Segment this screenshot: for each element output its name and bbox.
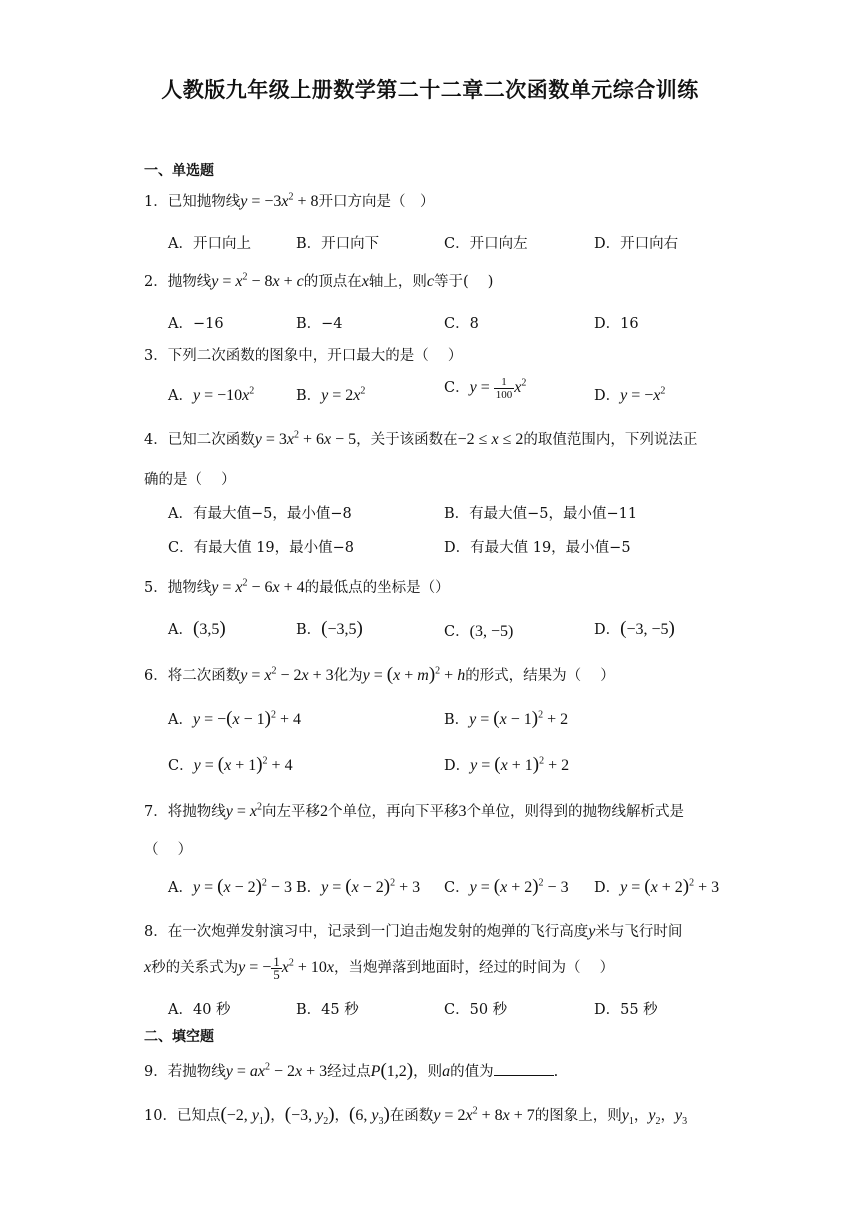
q4-option-a[interactable]: A．有最大值−5，最小值−8	[168, 506, 352, 522]
q3-option-b[interactable]: B．$y = 2x^2$	[296, 385, 366, 404]
q6-option-c[interactable]: C．$y = (x + 1)^2 + 4$	[168, 754, 293, 775]
question-4: 4．已知二次函数$y = 3x^2 + 6x - 5$，关于该函数在−2 ≤ x ≤ 2的取值范围内，下列说法正	[144, 429, 698, 448]
question-4-line-2: 确的是（ ）	[144, 472, 236, 488]
question-6: 6．将二次函数$y = x^2 - 2x + 3$化为$y = (x + m)^2 + h$的形式，结果为（ ）	[144, 664, 615, 685]
question-8: 8．在一次炮弹发射演习中，记录到一门迫击炮发射的炮弹的飞行高度y米与飞行时间	[144, 923, 683, 940]
section-fill-in: 二、填空题	[144, 1029, 214, 1045]
question-2: 2．抛物线$y = x^2 - 8x + c$的顶点在x轴上，则c等于( )	[144, 271, 494, 290]
question-5: 5．抛物线$y = x^2 - 6x + 4$的最低点的坐标是（）	[144, 577, 450, 596]
q6-option-d[interactable]: D．$y = (x + 1)^2 + 2$	[444, 754, 570, 775]
q3-option-d[interactable]: D．$y = -x^2$	[594, 385, 666, 404]
q2-option-c[interactable]: C．8	[444, 316, 479, 332]
q2-option-b[interactable]: B．−4	[296, 316, 343, 332]
question-1: 1．已知抛物线$y = -3x^2 + 8$开口方向是（ ）	[144, 191, 435, 210]
question-7-line-2: （ ）	[144, 842, 193, 858]
q3-option-a[interactable]: A．$y = -10x^2$	[168, 385, 255, 404]
q5-option-d[interactable]: D．(−3, −5)	[594, 618, 675, 639]
q7-option-d[interactable]: D．$y = (x + 2)^2 + 3$	[594, 876, 720, 897]
q4-option-c[interactable]: C．有最大值 19，最小值−8	[168, 540, 355, 556]
q8-option-d[interactable]: D．55 秒	[594, 1002, 658, 1018]
q4-option-b[interactable]: B．有最大值−5，最小值−11	[444, 506, 638, 522]
answer-blank[interactable]	[494, 1061, 554, 1076]
q7-option-c[interactable]: C．$y = (x + 2)^2 - 3$	[444, 876, 569, 897]
q2-option-d[interactable]: D．16	[594, 316, 639, 332]
q7-option-a[interactable]: A．$y = (x - 2)^2 - 3$	[168, 876, 292, 897]
page-title: 人教版九年级上册数学第二十二章二次函数单元综合训练	[161, 78, 699, 102]
q5-option-b[interactable]: B．(−3,5)	[296, 618, 363, 639]
q6-option-b[interactable]: B．$y = (x - 1)^2 + 2$	[444, 708, 569, 729]
q5-option-c[interactable]: C．(3, −5)	[444, 623, 514, 640]
q1-option-a[interactable]: A．开口向上	[168, 236, 251, 252]
question-3: 3．下列二次函数的图象中，开口最大的是（ ）	[144, 348, 463, 364]
q3-option-c[interactable]: C．y = $\frac{1}{100}$ $x^2$	[444, 376, 527, 401]
q1-option-c[interactable]: C．开口向左	[444, 236, 528, 252]
q1-option-b[interactable]: B．开口向下	[296, 236, 380, 252]
q5-option-a[interactable]: A．(3,5)	[168, 618, 226, 639]
q7-option-b[interactable]: B．$y = (x - 2)^2 + 3$	[296, 876, 421, 897]
question-10: 10．已知点(−2, $y_1$)，(−3, $y_2$)，(6, $y_3$)在函数$y = 2x^2 + 8x + 7$的图象上，则$y_1$，$y_2$，$y_3$	[144, 1104, 688, 1128]
question-8-line-2: x秒的关系式为y = − $\frac{1}{5}$ $x^2 + 10x$，当炮弹落到地面时，经过的时间为（ ）	[144, 954, 615, 982]
q8-option-b[interactable]: B．45 秒	[296, 1002, 359, 1018]
q1-option-d[interactable]: D．开口向右	[594, 236, 679, 252]
q4-option-d[interactable]: D．有最大值 19，最小值−5	[444, 540, 631, 556]
q6-option-a[interactable]: A．$y = -(x - 1)^2 + 4$	[168, 708, 301, 729]
q2-option-a[interactable]: A．−16	[168, 316, 224, 332]
question-7: 7．将抛物线$y = x^2$向左平移2个单位，再向下平移3个单位，则得到的抛物线解析式是	[144, 801, 684, 820]
q8-option-a[interactable]: A．40 秒	[168, 1002, 231, 1018]
q8-option-c[interactable]: C．50 秒	[444, 1002, 508, 1018]
question-9: 9．若抛物线$y = ax^2 - 2x + 3$经过点P(1,2)，则a的值为 .	[144, 1060, 559, 1081]
section-single-choice: 一、单选题	[144, 163, 214, 179]
